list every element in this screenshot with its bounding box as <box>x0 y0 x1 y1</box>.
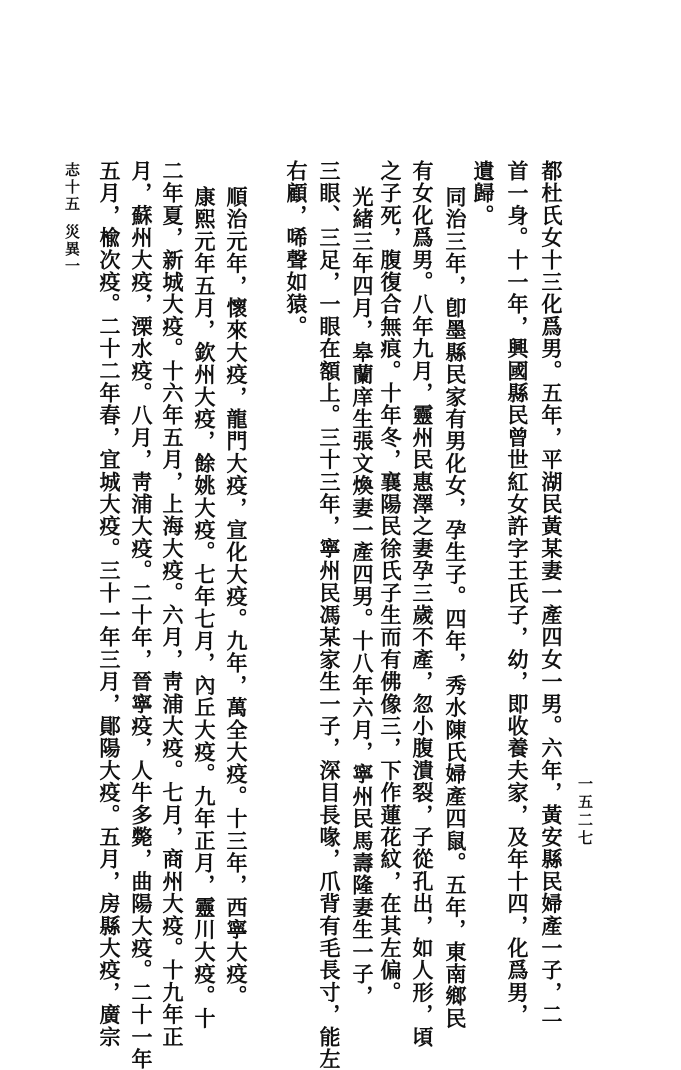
text-column-4: 同治三年，卽墨縣民家有男化女，孕生子。四年，秀水陳氏婦產四鼠。五年，東南鄉民 <box>443 186 468 1030</box>
text-column-3: 遺歸。 <box>471 160 496 227</box>
text-column-2: 首一身。十一年，興國縣民曾世紅女許字王氏子，幼，即收養夫家，及年十四，化爲男， <box>505 160 530 1026</box>
text-column-7: 光緒三年四月，皋蘭庠生張文煥妻一產四男。十八年六月，寧州民馬壽隆妻生一子， <box>350 186 375 1008</box>
text-column-11: 康熙元年五月，欽州大疫，餘姚大疫。七年七月，內丘大疫。九年正月，靈川大疫。十 <box>192 186 217 1030</box>
text-column-9: 右顧，唏聲如猿。 <box>284 160 309 338</box>
text-column-8: 三眼、三足，一眼在額上。三十三年，寧州民馮某家生一子，深目長喙，爪背有毛長寸，能左 <box>317 160 342 1070</box>
running-header-volume: 志十五 <box>63 162 81 213</box>
text-column-12: 二年夏，新城大疫。十六年五月，上海大疫。六月，靑浦大疫。七月，商州大疫。十九年正 <box>160 160 185 1048</box>
running-header-section: 災異一 <box>63 224 81 275</box>
text-column-1: 都杜氏女十三化爲男。五年，平湖民黃某妻一產四女一男。六年，黃安縣民婦產一子，二 <box>539 160 564 1026</box>
text-column-5: 有女化爲男。八年九月，靈州民惠澤之妻孕三歲不產，忽小腹潰裂，子從孔出，如人形，頃 <box>410 160 435 1048</box>
text-column-13: 月，蘇州大疫，溧水疫。八月，靑浦大疫。二十年，晉寧疫，人牛多斃，曲陽大疫。二十一年 <box>129 160 154 1070</box>
text-column-10: 順治元年，懷來大疫，龍門大疫，宣化大疫。九年，萬全大疫。十三年，西寧大疫。 <box>224 186 249 1008</box>
page-number: 一五二七 <box>576 776 594 848</box>
text-column-6: 之子死，腹復合無痕。十年冬，襄陽民徐氏子生而有佛像三，下作蓮花紋，在其左偏。 <box>378 160 403 1004</box>
text-column-14: 五月，楡次疫。二十二年春，宜城大疫。三十一年三月，鄖陽大疫。五月，房縣大疫，廣宗 <box>97 160 122 1048</box>
